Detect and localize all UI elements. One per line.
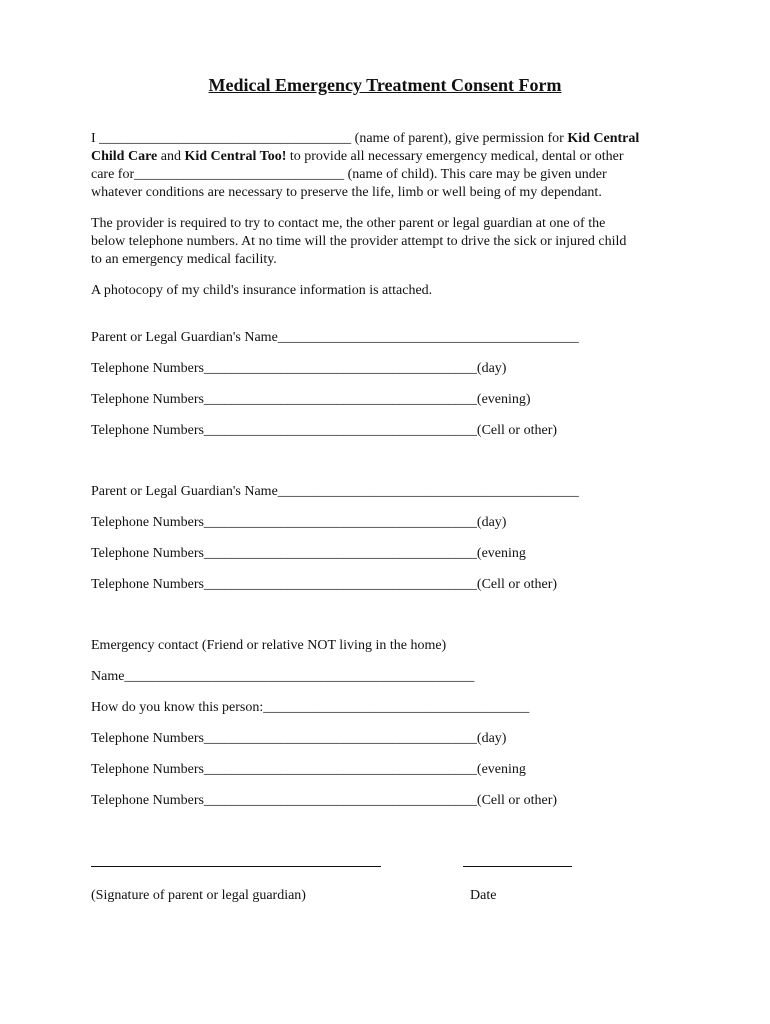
intro-text: to provide all necessary emergency medical, dental or other [286,149,624,164]
business-name: Kid Central [567,131,640,146]
guardian2-phone-evening-field[interactable]: Telephone Numbers_______________________________________(evening [91,546,526,561]
provider-line-1: The provider is required to try to contact me, the other parent or legal guardian at one of the [91,216,606,231]
intro-line-3: care for______________________________ (name of child). This care may be given under [91,167,607,182]
guardian1-name-field[interactable]: Parent or Legal Guardian's Name___________________________________________ [91,330,579,345]
insurance-note: A photocopy of my child's insurance information is attached. [91,283,433,298]
emergency-phone-cell-field[interactable]: Telephone Numbers_______________________________________(Cell or other) [91,793,558,808]
guardian2-name-field[interactable]: Parent or Legal Guardian's Name___________________________________________ [91,484,579,499]
guardian2-phone-day-field[interactable]: Telephone Numbers_______________________________________(day) [91,515,507,530]
date-line[interactable] [463,866,572,867]
emergency-contact-heading: Emergency contact (Friend or relative NOT living in the home) [91,638,447,653]
guardian1-phone-cell-field[interactable]: Telephone Numbers_______________________________________(Cell or other) [91,423,558,438]
provider-line-2: below telephone numbers. At no time will the provider attempt to drive the sick or injured child [91,234,627,249]
guardian2-phone-cell-field[interactable]: Telephone Numbers_______________________________________(Cell or other) [91,577,558,592]
intro-line-1 [91,130,639,147]
signature-line[interactable] [91,866,381,867]
business-name: Kid Central Too! [184,149,287,164]
signature-caption: (Signature of parent or legal guardian) [91,888,306,903]
guardian1-phone-evening-field[interactable]: Telephone Numbers_______________________________________(evening) [91,392,531,407]
emergency-phone-evening-field[interactable]: Telephone Numbers_______________________________________(evening [91,762,526,777]
form-title: Medical Emergency Treatment Consent Form [208,75,562,95]
business-name: Child Care [91,149,158,164]
intro-line-2 [91,148,624,165]
date-caption: Date [470,888,497,903]
intro-line-4: whatever conditions are necessary to preserve the life, limb or well being of my dependant. [91,185,602,200]
intro-text: and [157,149,185,164]
emergency-name-field[interactable]: Name__________________________________________________ [91,669,475,684]
emergency-phone-day-field[interactable]: Telephone Numbers_______________________________________(day) [91,731,507,746]
emergency-relation-field[interactable]: How do you know this person:______________________________________ [91,700,530,715]
intro-text: I ____________________________________ (name of parent), give permission for [91,131,568,146]
provider-line-3: to an emergency medical facility. [91,252,277,267]
guardian1-phone-day-field[interactable]: Telephone Numbers_______________________________________(day) [91,361,507,376]
